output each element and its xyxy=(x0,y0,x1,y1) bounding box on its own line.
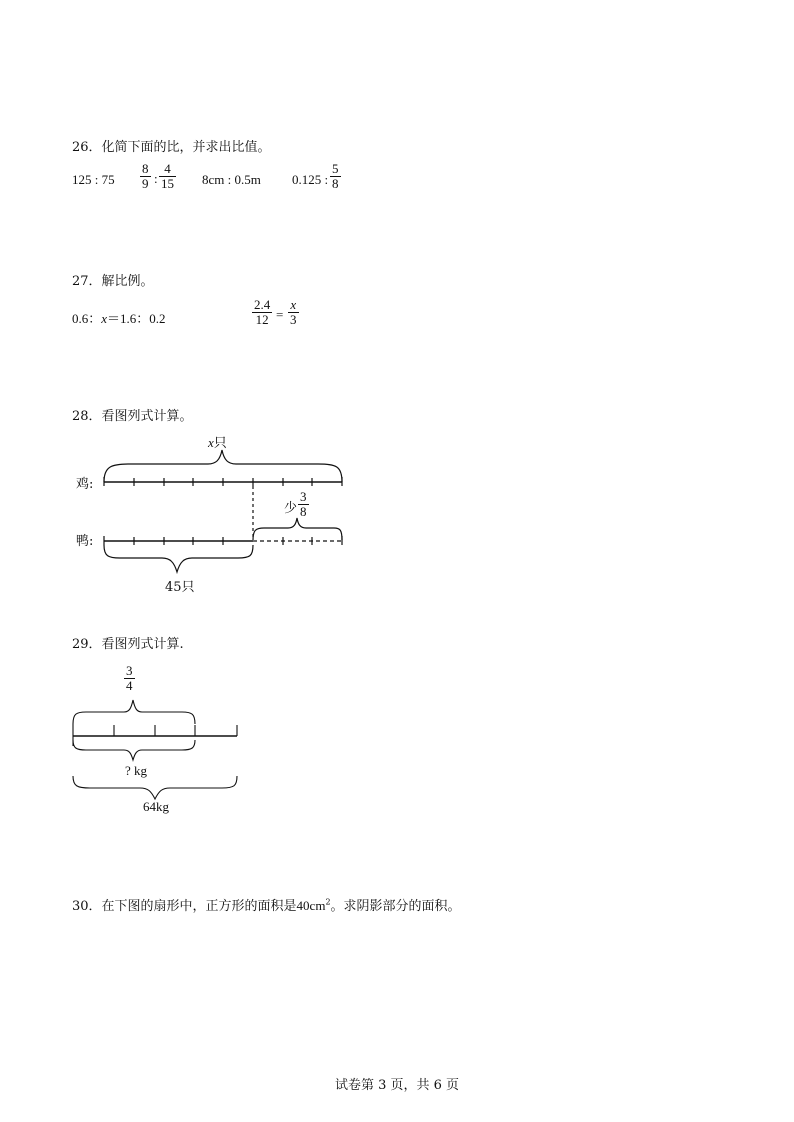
numerator: 8 xyxy=(142,161,149,176)
bottom-brace xyxy=(73,776,237,799)
numerator: 2.4 xyxy=(254,297,271,312)
denominator: 8 xyxy=(300,504,307,519)
denominator: 4 xyxy=(126,678,133,693)
page-footer: 试卷第 3 页，共 6 页 xyxy=(334,1078,460,1093)
title-part: 。求阴影部分的面积。 xyxy=(330,899,461,914)
denominator: 8 xyxy=(332,176,339,191)
area-value: 40cm xyxy=(296,898,326,913)
q26-title: 26．化简下面的比，并求出比值。 xyxy=(72,140,271,155)
unit-label: 只 xyxy=(213,435,227,450)
numerator: 3 xyxy=(300,489,307,504)
ratio-colon: : xyxy=(154,171,158,186)
superscript: 2 xyxy=(325,897,331,907)
q27-title: 27．解比例。 xyxy=(72,274,154,289)
numerator: 4 xyxy=(164,161,171,176)
ratio-lead: 0.125 : xyxy=(292,172,329,187)
top-brace xyxy=(73,700,195,724)
numerator: x xyxy=(290,297,297,312)
middle-brace xyxy=(73,740,195,760)
denominator: 15 xyxy=(161,176,174,191)
variable-x: x xyxy=(208,435,214,450)
q26-ratio-3: 8cm : 0.5m xyxy=(202,172,261,187)
q28-title: 28．看图列式计算。 xyxy=(72,409,193,424)
q29-title: 29．看图列式计算. xyxy=(72,637,184,652)
q29-unknown-label: ? kg xyxy=(125,763,148,778)
q28-duck-label: 鸭: xyxy=(76,534,94,549)
denominator: 12 xyxy=(255,312,269,327)
less-text: 少 xyxy=(284,501,298,516)
title-part: 30．在下图的扇形中，正方形的面积是 xyxy=(72,899,297,914)
equals-sign: = xyxy=(276,307,284,322)
q30-title xyxy=(72,895,461,914)
equation-part: 0.6： xyxy=(72,311,102,326)
q28-chicken-label: 鸡: xyxy=(76,477,94,492)
q26-ratio-1: 125 : 75 xyxy=(72,172,115,187)
variable-x: x xyxy=(101,311,108,326)
numerator: 5 xyxy=(332,161,339,176)
equation-part: ＝1.6：0.2 xyxy=(107,311,166,326)
denominator: 9 xyxy=(142,176,149,191)
numerator: 3 xyxy=(126,663,133,678)
q28-bottom-label: 45只 xyxy=(165,580,195,595)
denominator: 3 xyxy=(290,312,297,327)
q29-total-label: 64kg xyxy=(143,799,169,814)
